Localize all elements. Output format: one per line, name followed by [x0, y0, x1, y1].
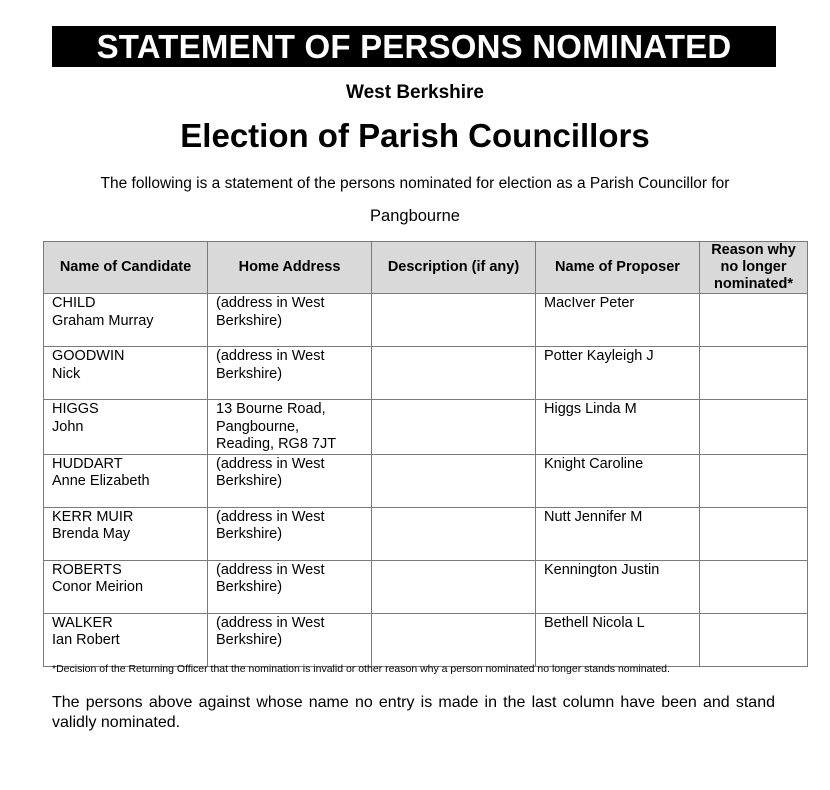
col-header-proposer: Name of Proposer: [536, 242, 700, 294]
election-title: Election of Parish Councillors: [180, 117, 650, 154]
candidate-surname: GOODWIN: [52, 348, 125, 364]
proposer-cell: Bethell Nicola L: [536, 613, 700, 666]
table-row: [44, 613, 808, 666]
council-name: West Berkshire: [346, 82, 484, 103]
home-address-cell: [208, 613, 372, 666]
col-header-candidate: Name of Candidate: [44, 242, 208, 294]
address-line: Berkshire): [216, 473, 283, 489]
col-header-address: Home Address: [208, 242, 372, 294]
description-cell: [372, 454, 536, 507]
table-row: [44, 454, 808, 507]
col-header-reason: Reason why no longer nominated*: [700, 242, 808, 294]
reason-cell: [700, 294, 808, 347]
address-line: Berkshire): [216, 526, 283, 542]
col-header-description: Description (if any): [372, 242, 536, 294]
address-line: Berkshire): [216, 579, 283, 595]
candidate-surname: HUDDART: [52, 455, 123, 472]
proposer-cell: Nutt Jennifer M: [536, 507, 700, 560]
address-line: (address in West: [216, 561, 325, 578]
candidate-name-cell: [44, 294, 208, 347]
candidate-forenames: Anne Elizabeth: [52, 473, 150, 489]
reason-cell: [700, 507, 808, 560]
home-address-cell: [208, 294, 372, 347]
address-line: Berkshire): [216, 632, 283, 648]
home-address-cell: [208, 560, 372, 613]
candidate-forenames: Ian Robert: [52, 632, 120, 648]
candidate-forenames: Conor Meirion: [52, 579, 144, 595]
table-row: [44, 400, 808, 455]
candidate-name-cell: [44, 560, 208, 613]
candidate-name-cell: [44, 400, 208, 455]
table-row: [44, 560, 808, 613]
statement-banner: STATEMENT OF PERSONS NOMINATED: [52, 26, 776, 67]
home-address-cell: [208, 347, 372, 400]
address-line: (address in West: [216, 455, 325, 472]
reason-cell: [700, 560, 808, 613]
candidate-forenames: Brenda May: [52, 526, 131, 542]
table-row: [44, 507, 808, 560]
address-line: Berkshire): [216, 365, 283, 382]
description-cell: [372, 507, 536, 560]
address-line: (address in West: [216, 614, 325, 631]
candidate-name-cell: [44, 454, 208, 507]
reason-cell: [700, 347, 808, 400]
candidate-surname: WALKER: [52, 614, 113, 631]
candidate-surname: KERR MUIR: [52, 508, 134, 525]
candidate-forenames: Nick: [52, 365, 81, 382]
candidate-forenames: John: [52, 418, 84, 435]
candidate-name-cell: [44, 613, 208, 666]
intro-text: The following is a statement of the persons nominated for election as a Parish Councillor for: [100, 175, 730, 192]
candidate-surname: HIGGS: [52, 401, 99, 417]
footnote: *Decision of the Returning Officer that the nomination is invalid or other reason why a person nominated no longer stands nominated.: [52, 663, 670, 675]
description-cell: [372, 294, 536, 347]
candidate-surname: ROBERTS: [52, 561, 122, 578]
address-line: (address in West: [216, 508, 325, 525]
description-cell: [372, 613, 536, 666]
address-line: Pangbourne,: [216, 418, 300, 435]
candidate-forenames: Graham Murray: [52, 312, 154, 329]
closing-statement: The persons above against whose name no entry is made in the last column have been and stand validly nominated.: [52, 694, 775, 731]
address-line: Reading, RG8 7JT: [216, 436, 337, 452]
description-cell: [372, 400, 536, 455]
proposer-cell: Potter Kayleigh J: [536, 347, 700, 400]
candidate-name-cell: [44, 347, 208, 400]
nominations-table: [43, 241, 808, 667]
table-row: [44, 347, 808, 400]
table-header-row: [44, 242, 808, 294]
proposer-cell: MacIver Peter: [536, 294, 700, 347]
proposer-cell: Higgs Linda M: [536, 400, 700, 455]
reason-cell: [700, 613, 808, 666]
proposer-cell: Knight Caroline: [536, 454, 700, 507]
description-cell: [372, 347, 536, 400]
home-address-cell: [208, 400, 372, 455]
reason-cell: [700, 400, 808, 455]
address-line: (address in West: [216, 348, 325, 364]
table-row: [44, 294, 808, 347]
description-cell: [372, 560, 536, 613]
home-address-cell: [208, 507, 372, 560]
address-line: Berkshire): [216, 312, 283, 329]
candidate-surname: CHILD: [52, 295, 96, 311]
reason-cell: [700, 454, 808, 507]
proposer-cell: Kennington Justin: [536, 560, 700, 613]
address-line: (address in West: [216, 295, 325, 311]
parish-name: Pangbourne: [370, 207, 460, 225]
candidate-name-cell: [44, 507, 208, 560]
address-line: 13 Bourne Road,: [216, 401, 326, 417]
home-address-cell: [208, 454, 372, 507]
